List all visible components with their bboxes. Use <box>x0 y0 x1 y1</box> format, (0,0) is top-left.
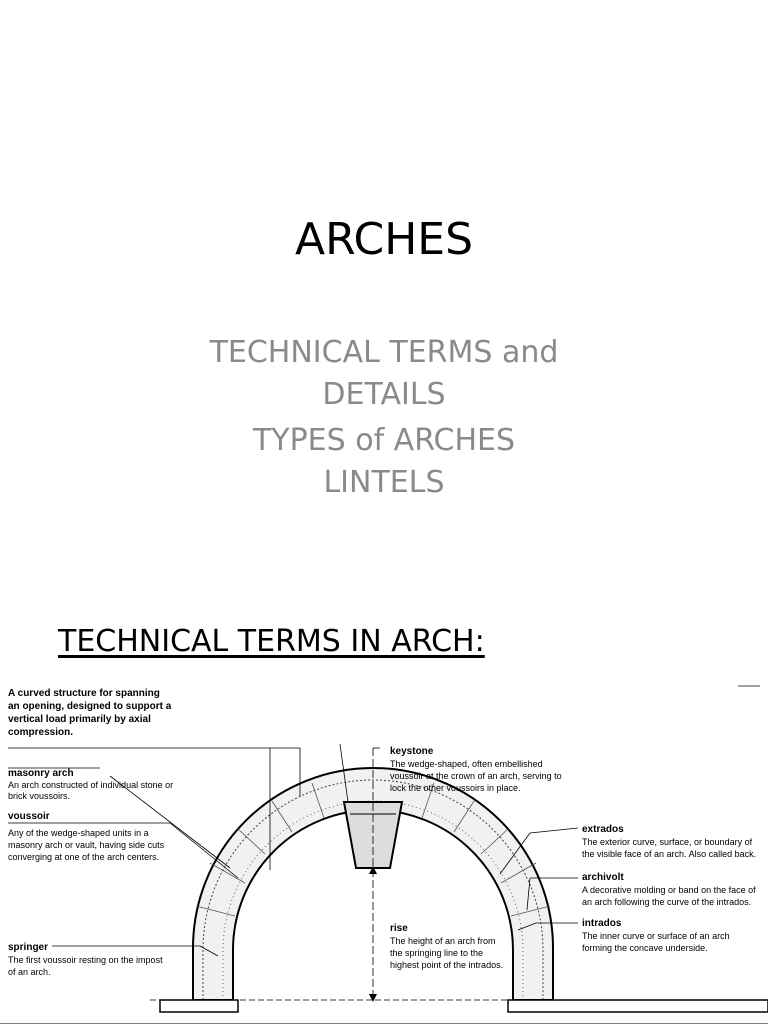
voussoir-desc: Any of the wedge-shaped units in a <box>8 828 149 838</box>
rise-desc: The height of an arch from <box>390 936 496 946</box>
intrados-desc: The inner curve or surface of an arch <box>582 931 730 941</box>
keystone-label: keystone <box>390 746 434 757</box>
archivolt-label: archivolt <box>582 872 624 883</box>
arch-definition-line: vertical load primarily by axial <box>8 714 151 725</box>
keystone-desc: voussoir at the crown of an arch, serving to <box>390 771 562 781</box>
arch-definition-line: an opening, designed to support a <box>8 701 172 712</box>
archivolt-desc: A decorative molding or band on the face of <box>582 885 756 895</box>
voussoir-label: voussoir <box>8 811 50 822</box>
subtitle-line: TYPES of ARCHES <box>252 423 516 458</box>
masonry-arch-desc: brick voussoirs. <box>8 791 71 801</box>
voussoir-desc: masonry arch or vault, having side cuts <box>8 840 165 850</box>
rise-desc: the springing line to the <box>390 948 484 958</box>
subtitle-line: LINTELS <box>323 465 445 500</box>
subtitle-line: TECHNICAL TERMS and <box>209 335 559 370</box>
extrados-label: extrados <box>582 824 624 835</box>
extrados-desc: The exterior curve, surface, or boundary of <box>582 837 753 847</box>
arch-diagram <box>0 678 768 1024</box>
section-heading: TECHNICAL TERMS IN ARCH: <box>58 624 485 659</box>
impost-left <box>160 1000 238 1012</box>
impost-right <box>508 1000 768 1012</box>
arch-definition-line: A curved structure for spanning <box>8 688 160 699</box>
masonry-arch-label: masonry arch <box>8 768 74 779</box>
extrados-desc: the visible face of an arch. Also called back. <box>582 849 757 859</box>
intrados-label: intrados <box>582 918 622 929</box>
springer-label: springer <box>8 942 49 953</box>
keystone-desc: lock the other voussoirs in place. <box>390 783 521 793</box>
rise-label: rise <box>390 923 408 934</box>
subtitle-types-lintels <box>84 420 684 504</box>
masonry-arch-desc: An arch constructed of individual stone or <box>8 780 174 790</box>
keystone-desc: The wedge-shaped, often embellished <box>390 759 543 769</box>
subtitle-technical-terms <box>84 332 684 416</box>
archivolt-desc: an arch following the curve of the intrados. <box>582 897 752 907</box>
slide-title: ARCHES <box>294 214 474 265</box>
springer-desc: The first voussoir resting on the impost <box>8 955 163 965</box>
intrados-desc: forming the concave underside. <box>582 943 708 953</box>
voussoir-desc: converging at one of the arch centers. <box>8 852 160 862</box>
springer-desc: of an arch. <box>8 967 51 977</box>
rise-desc: highest point of the intrados. <box>390 960 504 970</box>
subtitle-line: DETAILS <box>322 377 446 412</box>
arch-definition-line: compression. <box>8 727 74 738</box>
